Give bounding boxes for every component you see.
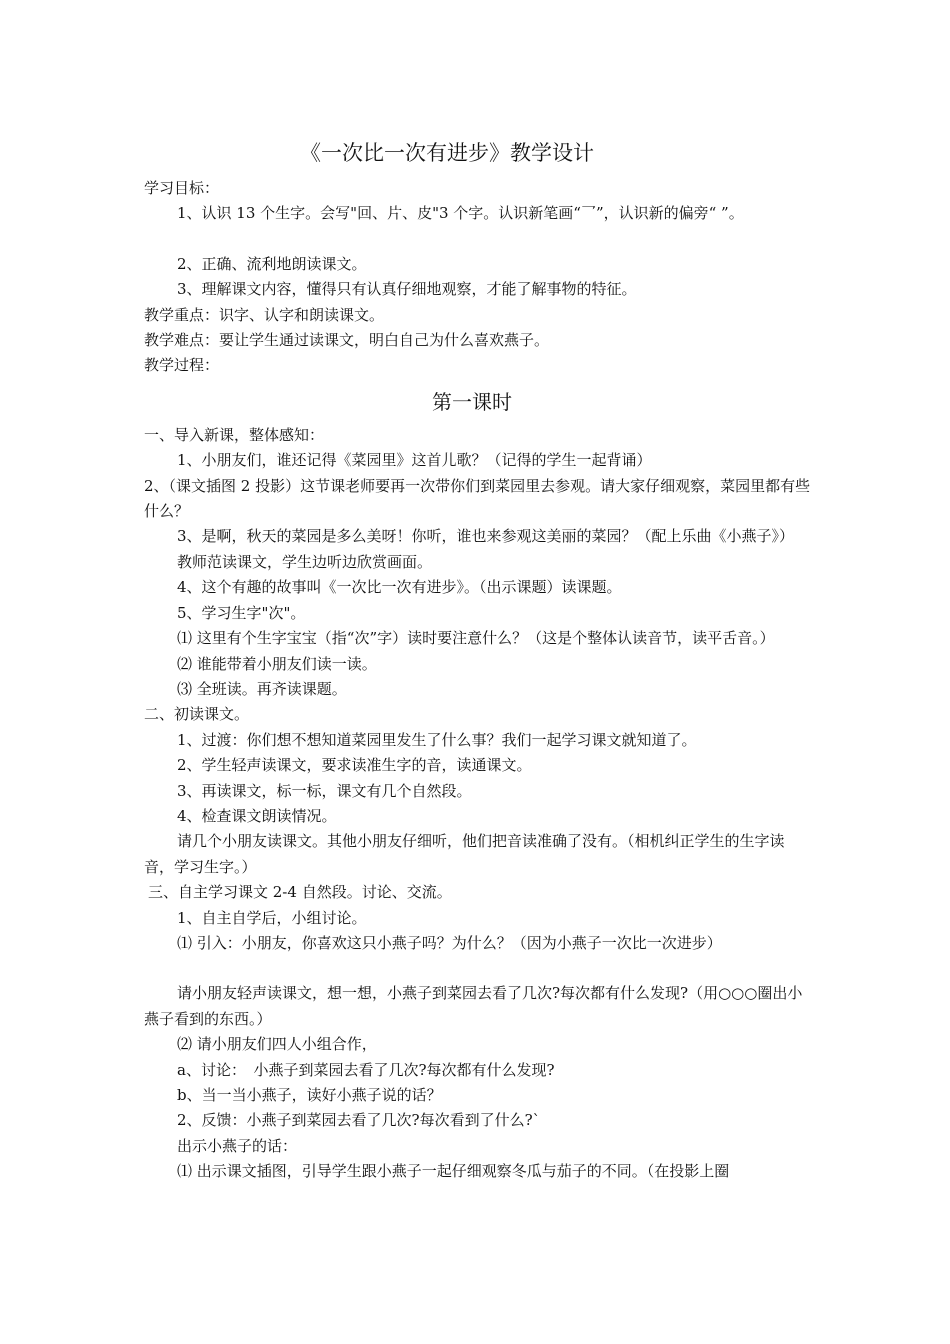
blank-line bbox=[144, 956, 830, 981]
blank-line bbox=[144, 227, 830, 252]
section-3-item-1: 1、自主自学后，小组讨论。 bbox=[177, 908, 367, 927]
section-3-item-2b: ⑴ 出示课文插图，引导学生跟小燕子一起仔细观察冬瓜与茄子的不同。（在投影上圈 bbox=[177, 1162, 730, 1181]
section-1-item-5: 5、学习生字"次"。 bbox=[177, 603, 306, 622]
section-1-item-5c: ⑶ 全班读。再齐读课题。 bbox=[177, 679, 347, 698]
key-point: 教学重点：识字、认字和朗读课文。 bbox=[144, 305, 385, 324]
section-2-title: 二、初读课文。 bbox=[144, 705, 250, 724]
process-label: 教学过程： bbox=[144, 356, 220, 375]
difficulty: 教学难点：要让学生通过读课文，明白自己为什么喜欢燕子。 bbox=[144, 331, 550, 350]
objective-1: 1、认识 13 个生字。会写"回、片、皮"3 个字。认识新笔画“乛”，认识新的偏旁“ ”。 bbox=[177, 204, 744, 223]
section-2-item-3: 3、再读课文，标一标，课文有几个自然段。 bbox=[177, 781, 472, 800]
section-1-item-1: 1、小朋友们，谁还记得《菜园里》这首儿歌？（记得的学生一起背诵） bbox=[177, 451, 652, 470]
section-2-item-4b: 请几个小朋友读课文。其他小朋友仔细听，他们把音读准确了没有。（相机纠正学生的生字读音，学习生字。） bbox=[144, 832, 785, 876]
section-2-item-1: 1、过渡：你们想不想知道菜园里发生了什么事？我们一起学习课文就知道了。 bbox=[177, 730, 697, 749]
section-3-item-1e: b、当一当小燕子，读好小燕子说的话？ bbox=[177, 1086, 442, 1104]
objectives-label: 学习目标： bbox=[144, 179, 220, 197]
section-2-item-2: 2、学生轻声读课文，要求读准生字的音，读通课文。 bbox=[177, 756, 532, 775]
section-3-title: 三、自主学习课文 2-4 自然段。讨论、交流。 bbox=[148, 883, 452, 902]
section-1-item-3b: 教师范读课文，学生边听边欣赏画面。 bbox=[177, 552, 433, 571]
section-1-title: 一、导入新课，整体感知： bbox=[144, 425, 325, 444]
section-3-item-2: 2、反馈：小燕子到菜园去看了几次?每次看到了什么?` bbox=[177, 1111, 541, 1130]
objective-2: 2、正确、流利地朗读课文。 bbox=[177, 254, 367, 273]
section-3-item-1a: ⑴ 引入：小朋友，你喜欢这只小燕子吗？为什么？（因为小燕子一次比一次进步） bbox=[177, 933, 722, 952]
section-3-item-2a: 出示小燕子的话： bbox=[177, 1136, 298, 1155]
section-3-item-1c: ⑵ 请小朋友们四人小组合作， bbox=[177, 1035, 377, 1054]
objective-3: 3、理解课文内容，懂得只有认真仔细地观察，才能了解事物的特征。 bbox=[177, 280, 637, 299]
lesson-title: 第一课时 bbox=[432, 389, 512, 414]
document-title: 《一次比一次有进步》教学设计 bbox=[300, 141, 594, 165]
section-1-item-3: 3、是啊，秋天的菜园是多么美呀！你听，谁也来参观这美丽的菜园？（配上乐曲《小燕子》） bbox=[177, 527, 795, 546]
section-3-item-1b: 请小朋友轻声读课文，想一想，小燕子到菜园去看了几次?每次都有什么发现?（用○○○圈出小燕子看到的东西。） bbox=[144, 984, 803, 1028]
section-3-item-1d: a、讨论： 小燕子到菜园去看了几次?每次都有什么发现? bbox=[177, 1060, 555, 1079]
section-1-item-2: 2、（课文插图 2 投影）这节课老师要再一次带你们到菜园里去参观。请大家仔细观察，菜园里都有些什么？ bbox=[144, 476, 811, 521]
section-1-item-5b: ⑵ 谁能带着小朋友们读一读。 bbox=[177, 654, 377, 673]
section-1-item-5a: ⑴ 这里有个生字宝宝（指“次”字）读时要注意什么？（这是个整体认读音节，读平舌音。） bbox=[177, 629, 775, 648]
section-1-item-4: 4、这个有趣的故事叫《一次比一次有进步》。（出示课题）读课题。 bbox=[177, 578, 622, 597]
section-2-item-4: 4、检查课文朗读情况。 bbox=[177, 806, 337, 825]
